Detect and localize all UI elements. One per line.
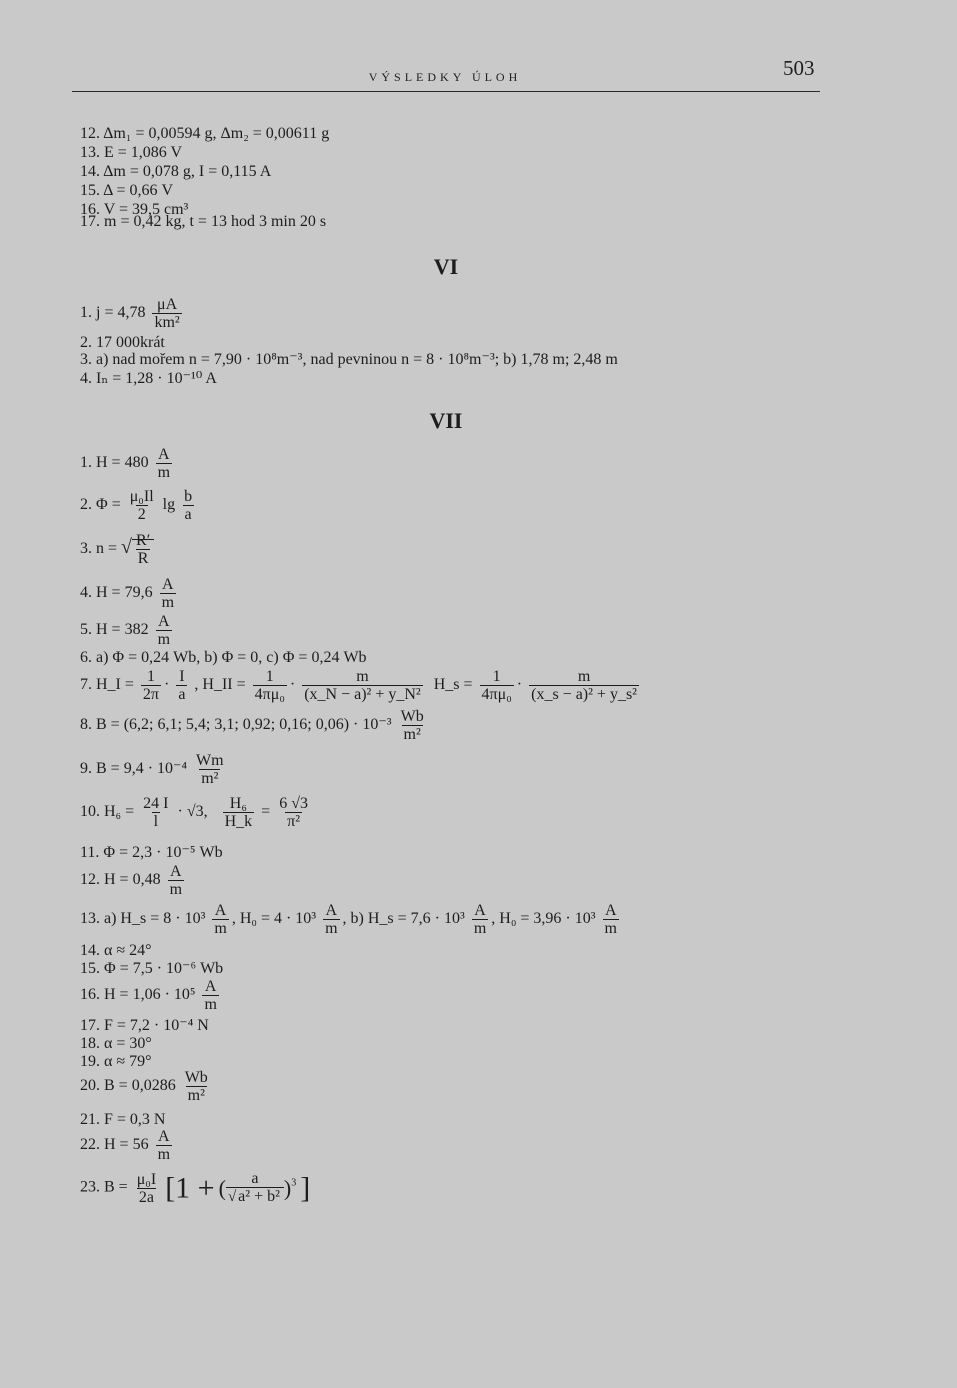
answer-row: 14. Δm = 0,078 g, I = 0,115 A [80, 163, 272, 180]
answer-row: 12. H = 0,48 $\frac{A}{m}$ [80, 863, 183, 898]
answer-row: 23. B = $\frac{\text{μ₀I}}{2a}$ [1 + ( $\frac{a}{\text{√ a² + b²}}$ )$^3$ ] [80, 1170, 311, 1206]
answer-row: 8. B = (6,2; 6,1; 5,4; 3,1; 0,92; 0,16; 0,06) · 10⁻³ $\frac{Wb}{\text{m²}}$ [80, 708, 424, 743]
answer-row: 4. Iₙ = 1,28 · 10⁻¹⁰ A [80, 370, 217, 387]
answer-row: 21. F = 0,3 N [80, 1111, 166, 1128]
radical-sign: √ [121, 536, 133, 559]
header-rule [72, 91, 820, 92]
answer-row: 13. E = 1,086 V [80, 144, 183, 161]
answer-row: 16. V = 39,5 cm³ [80, 201, 189, 218]
running-header: VÝSLEDKY ÚLOH [368, 70, 522, 84]
answer-row: 3. a) nad mořem n = 7,90 · 10⁸m⁻³, nad pevninou n = 8 · 10⁸m⁻³; b) 1,78 m; 2,48 m [80, 351, 618, 368]
answer-row: 9. B = 9,4 · 10⁻⁴ $\frac{Wm}{\text{m²}}$ [80, 752, 224, 787]
answer-row: 20. B = 0,0286 $\frac{Wb}{\text{m²}}$ [80, 1069, 208, 1104]
answer-row: 13. a) H_s = 8 · 10³ $\frac{A}{m}$ , H₀ = 4 · 10³ $\frac{A}{m}$ , b) H_s = 7,6 · 10³ $\frac{A}{m}$ , H₀ = 3,96 · 10³ $\frac{A}{m}$ [80, 902, 617, 937]
section-heading-vi: VI [433, 254, 459, 279]
answer-row: 7. H_I = $\frac{1}{2\pi}$ · $\frac{I}{a}$ , H_II = $\frac{1}{\text{4πμ₀}}$ · $\frac{m}{\text{(x\_N − a)² + y\_N²}}$ H_s = $\frac{1}{\text{4πμ₀}}$ · $\frac{m}{\text{(x\_s − a)² + y\_s²}}$ [80, 668, 637, 703]
page-number: 503 [783, 56, 815, 80]
answer-row: 17. F = 7,2 · 10⁻⁴ N [80, 1017, 209, 1034]
answer-row: 1. H = 480 $\frac{A}{m}$ [80, 446, 171, 481]
answer-row: 2. 17 000krát [80, 334, 165, 351]
fraction: $\frac{\mu A}{\text{km²}}$ [154, 296, 180, 331]
answer-row: 11. Φ = 2,3 · 10⁻⁵ Wb [80, 844, 223, 861]
answer-row: 15. Δ = 0,66 V [80, 182, 174, 199]
answer-row: 17. m = 0,42 kg, t = 13 hod 3 min 20 s [80, 213, 327, 230]
answer-row: 22. H = 56 $\frac{A}{m}$ [80, 1128, 171, 1163]
answer-row: 15. Φ = 7,5 · 10⁻⁶ Wb [80, 960, 224, 977]
answer-row: 3. n = √ $\frac{R'}{R}$ [80, 532, 154, 567]
answer-row: 6. a) Φ = 0,24 Wb, b) Φ = 0, c) Φ = 0,24 Wb [80, 649, 367, 666]
answer-row: 12. Δm₁ = 0,00594 g, Δm₂ = 0,00611 g [80, 125, 330, 142]
answer-row: 19. α ≈ 79° [80, 1053, 152, 1070]
answer-row: 2. Φ = $\frac{\text{μ₀Il}}{2}$ lg $\frac{b}{a}$ [80, 488, 193, 523]
answer-row: 5. H = 382 $\frac{A}{m}$ [80, 613, 171, 648]
section-heading-vii: VII [429, 408, 463, 433]
answer-row: 10. H₆ = $\frac{24 I}{l}$ · √3, $\frac{\text{H₆}}{H\_k}$ = $\frac{6 √3}{\text{π²}}$ [80, 795, 308, 830]
answer-row: 14. α ≈ 24° [80, 942, 152, 959]
answer-row: 18. α = 30° [80, 1035, 152, 1052]
answer-row: 16. H = 1,06 · 10⁵ $\frac{A}{m}$ [80, 978, 217, 1013]
answer-row: 4. H = 79,6 $\frac{A}{m}$ [80, 576, 175, 611]
answer-row: 1. j = 4,78 $\frac{\mu A}{\text{km²}}$ [80, 296, 180, 331]
